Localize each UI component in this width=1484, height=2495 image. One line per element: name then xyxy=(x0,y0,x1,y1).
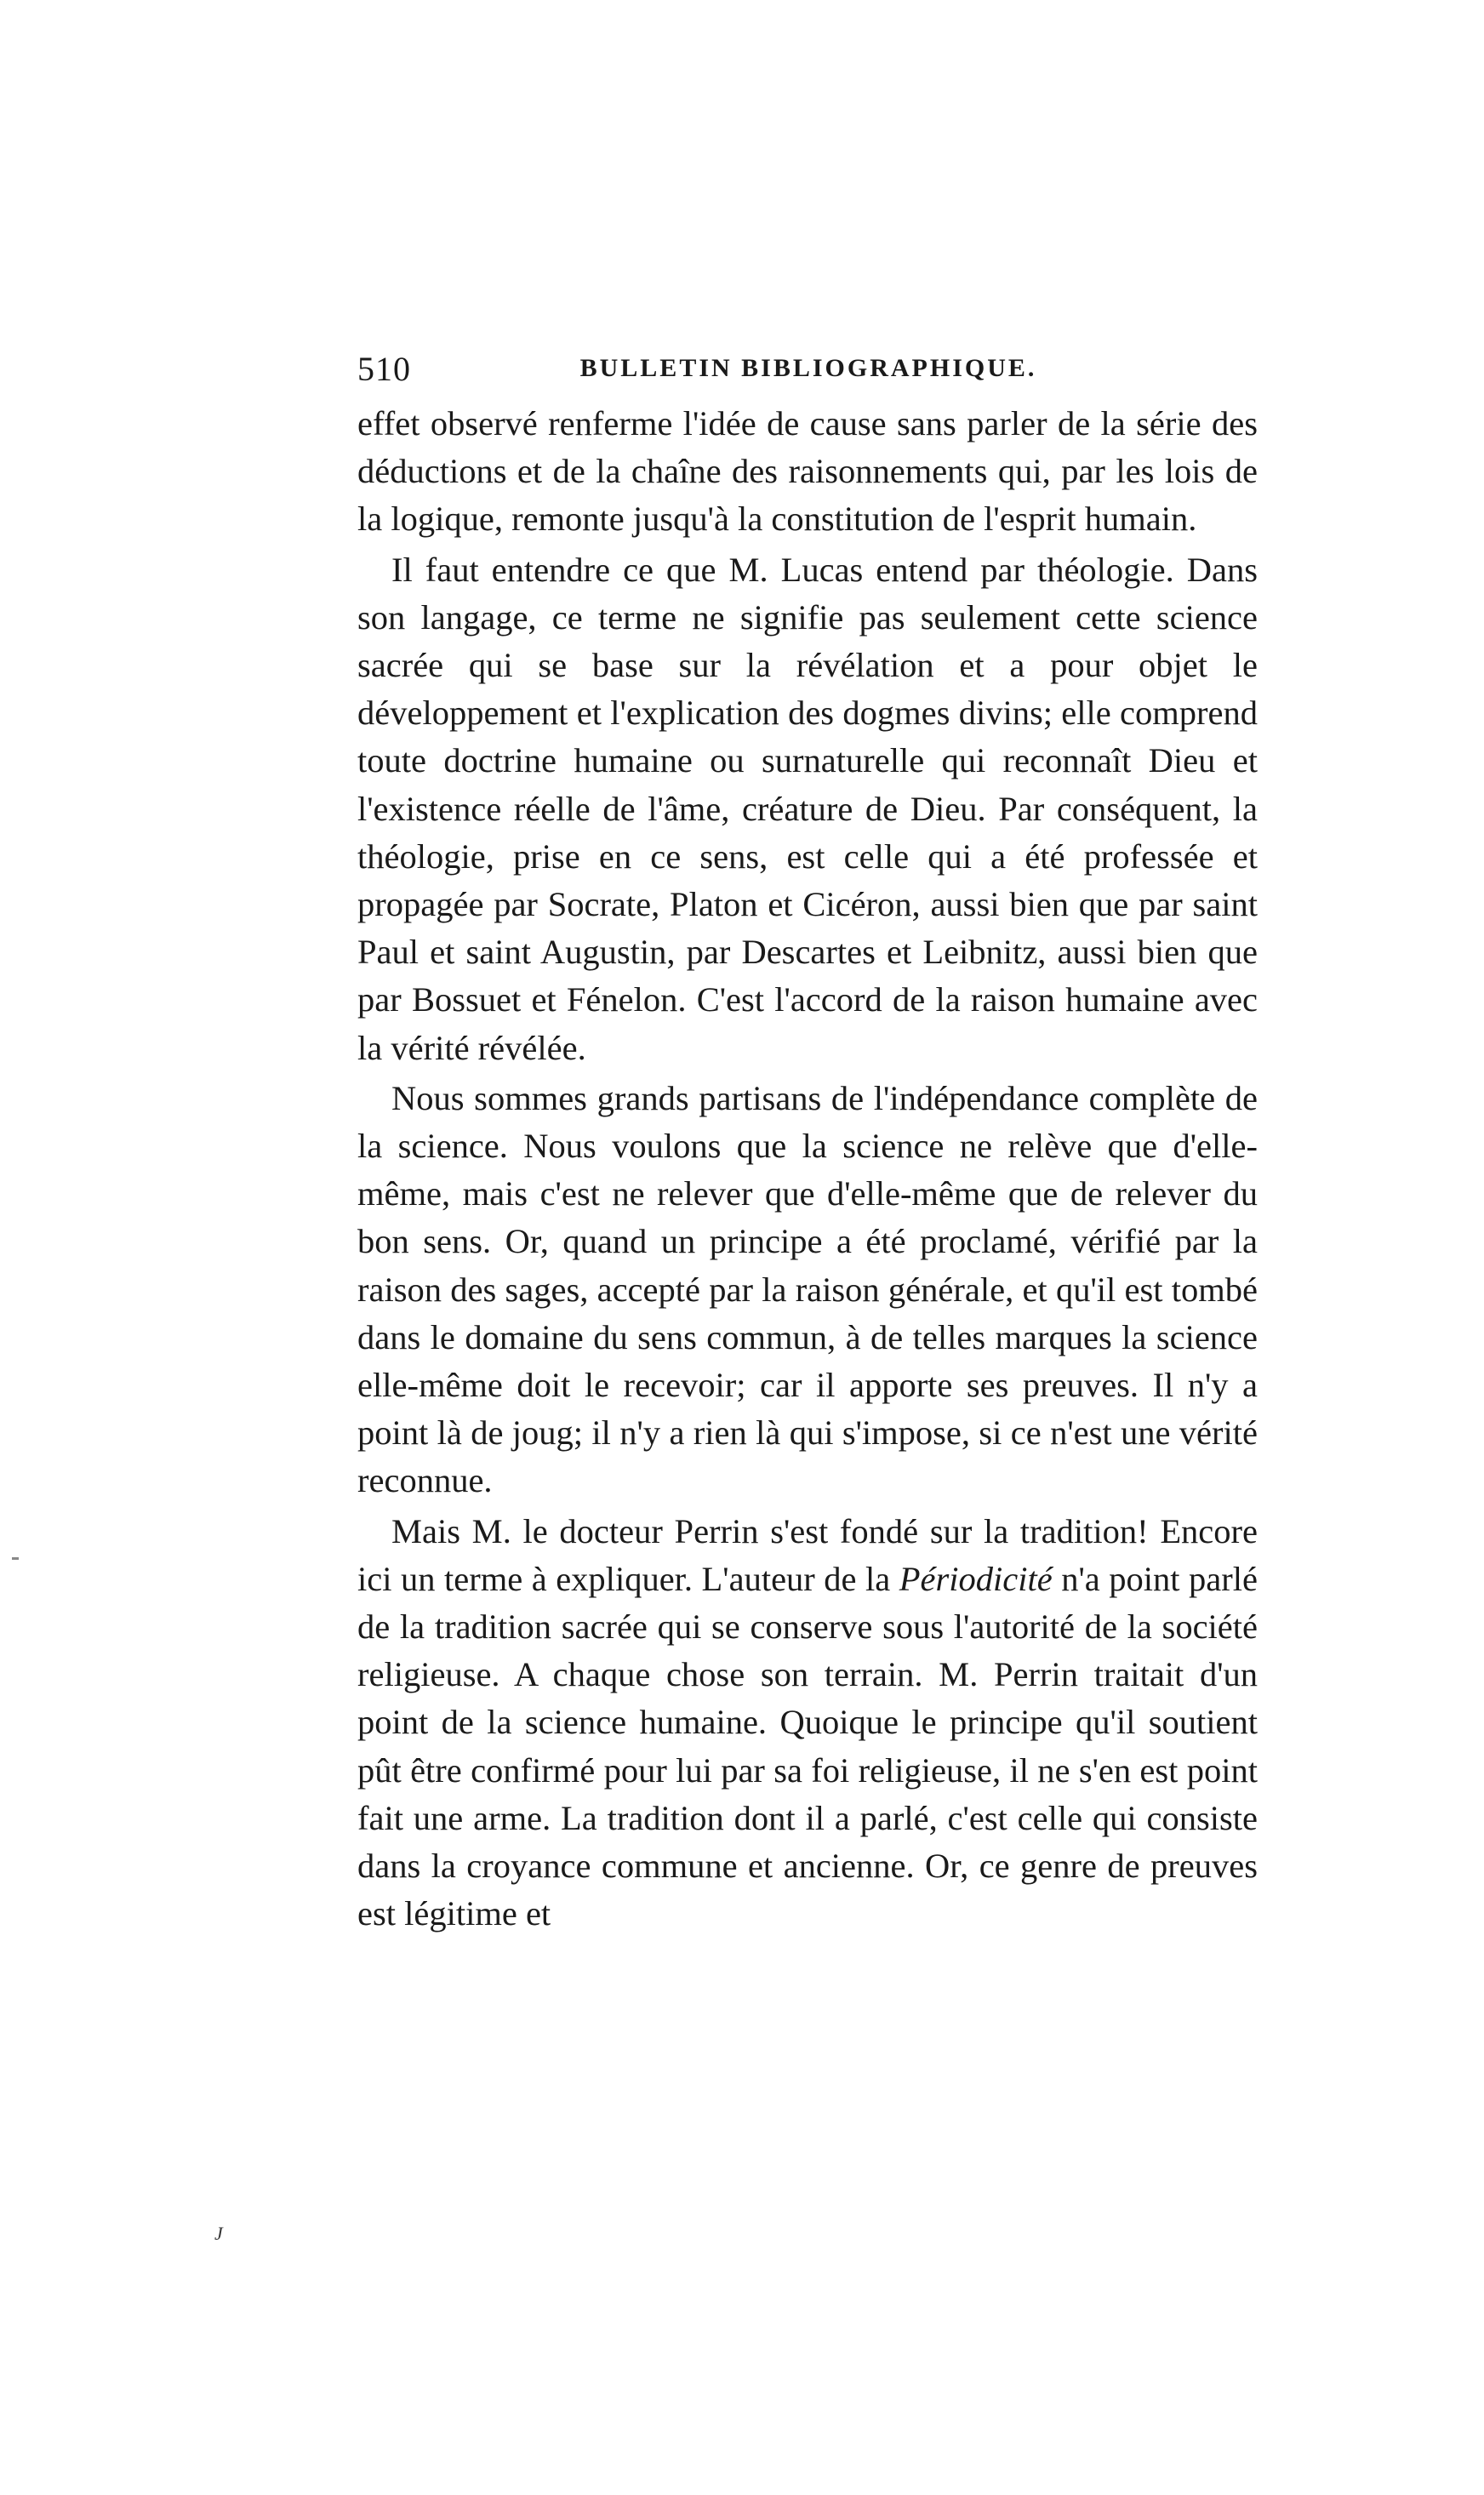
paragraph-4 xyxy=(357,1508,1258,1938)
body-text xyxy=(357,400,1258,1938)
page-header xyxy=(357,349,1259,391)
stray-mark: J xyxy=(214,2223,223,2244)
paragraph-4-text-b: n'a point parlé de la tradition sacrée qui se conserve sous l'autorité de la société religieuse. A chaque chose son terrain. M. Perrin traitait d'un point de la science humaine. Quoique le principe qu'il soutient pût être confirmé pour lui par sa foi religieuse, il ne s'en est point fait une arme. La tradition dont il a parlé, c'est celle qui consiste dans la croyance commune et ancienne. Or, ce genre de preuves est légitime et xyxy=(357,1559,1258,1933)
paragraph-1: effet observé renferme l'idée de cause sans parler de la série des déductions et de la chaîne des raisonnements qui, par les lois de la logique, remonte jusqu'à la constitution de l'esprit humain. xyxy=(357,404,1258,539)
italic-title: Périodicité xyxy=(899,1559,1053,1598)
page-number: 510 xyxy=(357,350,411,388)
margin-mark xyxy=(12,1557,19,1560)
running-head: BULLETIN BIBLIOGRAPHIQUE. xyxy=(579,354,1037,382)
paragraph-2: Il faut entendre ce que M. Lucas entend par théologie. Dans son langage, ce terme ne signifie pas seulement cette science sacrée qui se base sur la révélation et a pour objet le développement et l'explication des dogmes divins; elle comprend toute doctrine humaine ou surnaturelle qui reconnaît Dieu et l'existence réelle de l'âme, créature de Dieu. Par conséquent, la théologie, prise en ce sens, est celle qui a été professée et propagée par Socrate, Platon et Cicéron, aussi bien que par saint Paul et saint Augustin, par Descartes et Leibnitz, aussi bien que par Bossuet et Fénelon. C'est l'accord de la raison humaine avec la vérité révélée. xyxy=(357,550,1258,1067)
paragraph-4-text-a: Mais M. le docteur Perrin s'est fondé sur la tradition! Encore ici un terme à expliquer. L'auteur de la xyxy=(357,1511,1258,1598)
paragraph-3: Nous sommes grands partisans de l'indépendance complète de la science. Nous voulons que la science ne relève que d'elle-même, mais c'est ne relever que d'elle-même que de relever du bon sens. Or, quand un principe a été proclamé, vérifié par la raison des sages, accepté par la raison générale, et qu'il est tombé dans le domaine du sens commun, à de telles marques la science elle-même doit le recevoir; car il apporte ses preuves. Il n'y a point là de joug; il n'y a rien là qui s'impose, si ce n'est une vérité reconnue. xyxy=(357,1078,1258,1500)
